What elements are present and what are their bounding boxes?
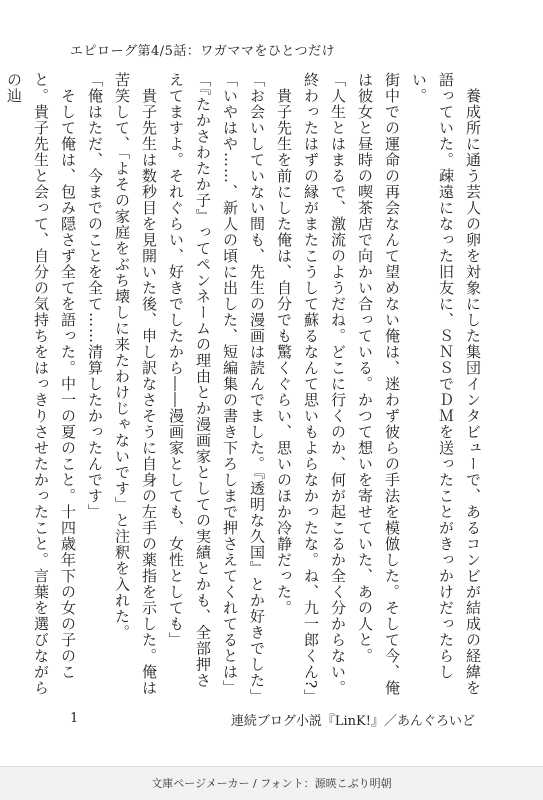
page-number: 1	[70, 711, 79, 726]
paragraph: 街中での運命の再会なんて望めない俺は、迷わず彼らの手法を模倣した。そして今、俺は彼女と昼時の喫茶店で向かい合っている。かつて想いを寄せていた、あの人と。	[356, 72, 401, 696]
paragraph: 貴子先生は数秒目を見開いた後、申し訳なさそうに自身の左手の薬指を示した。俺は苦笑して、「よその家庭をぶち壊しに来たわけじゃないです」と注釈を入れた。	[113, 72, 158, 696]
byline: 連続ブログ小説『LinK!』／あんぐろいど	[230, 714, 475, 729]
paragraph: 「人生とはまるで、激流のようだね。どこに行くのか、何が起こるか全く分からない。終わったはずの縁がまたこうして蘇るなんて思いもよらなかったな。ね、九一郎くん?」	[302, 72, 347, 706]
chapter-title: エピローグ第4/5話：ワガママをひとつだけ	[70, 44, 336, 59]
paragraph: 貴子先生を前にした俺は、自分でも驚くぐらい、思いのほか冷静だった。	[275, 72, 293, 616]
paragraph: 「いやはや……、新人の頃に出した、短編集の書き下ろしまで押さえてくれてるとは」	[221, 72, 239, 696]
credit-bar: 文庫ページメーカー / フォント：源暎こぶり明朝	[0, 767, 543, 800]
paragraph: 養成所に通う芸人の卵を対象にした集団インタビューで、あるコンビが結成の経緯を語っていた。疎遠になった旧友に、ＳＮＳでＤＭを送ったことがきっかけだったらしい。	[410, 72, 482, 696]
paragraph: 「『たかさわたか子』ってペンネームの理由とか漫画家としての実績とかも、全部押さえてますよ。それぐらい、好きでしたから――漫画家としても、女性としても」	[167, 72, 212, 689]
paragraph: そして俺は、包み隠さず全てを語った。中一の夏のこと。十四歳年下の女の子のこと。貴子先生と会って、自分の気持ちをはっきりさせたかったこと。言葉を選びながらの辿	[5, 72, 77, 696]
paragraph: 「俺はただ、今までのことを全て……清算したかったんです」	[86, 72, 104, 520]
paragraph: 「お会いしていない間も、先生の漫画は読んでました。『透明な久国』とか好きでした」	[248, 72, 266, 705]
body-text	[5, 72, 486, 706]
